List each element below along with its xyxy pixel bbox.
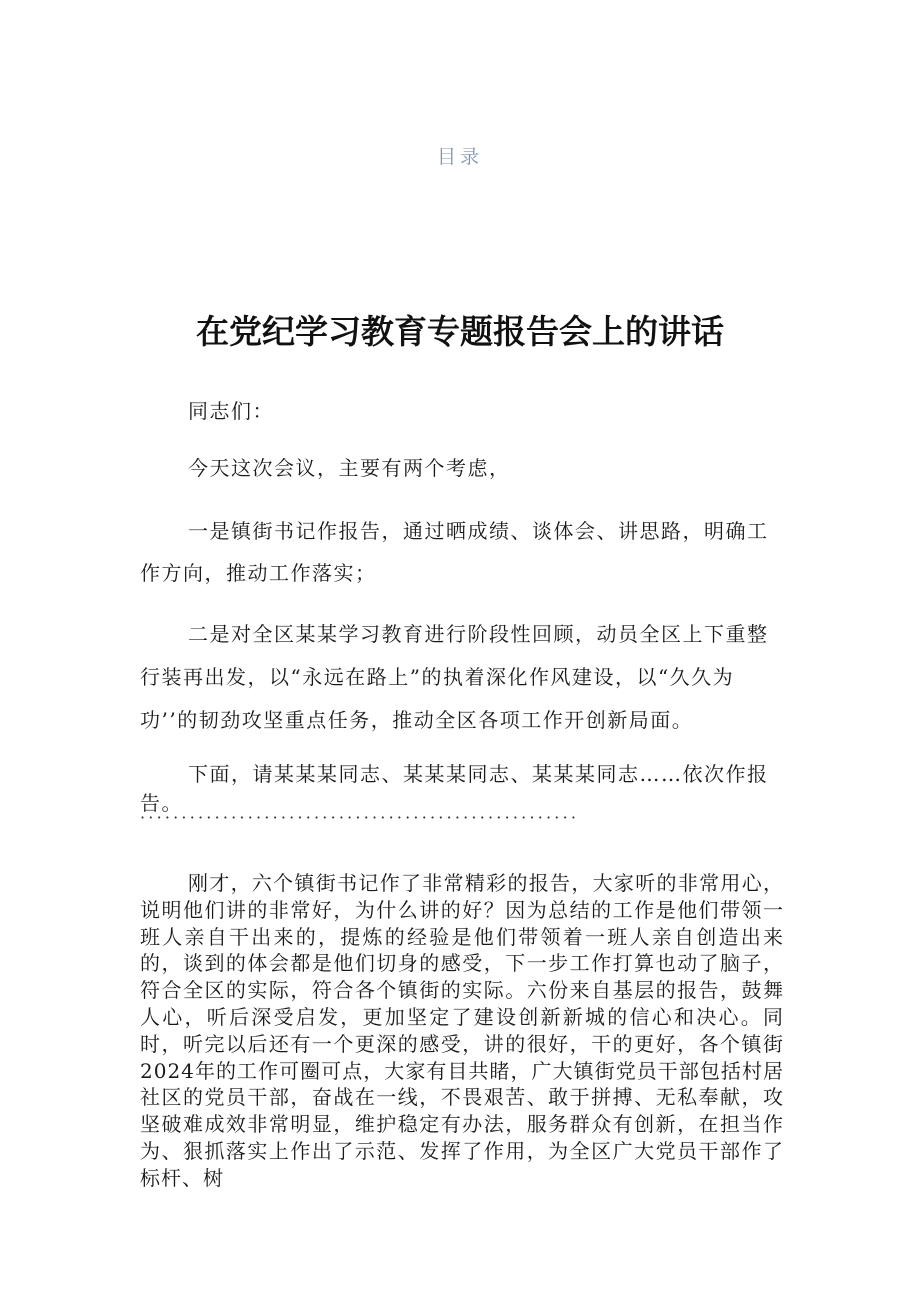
dotted-separator: ····················································· (140, 808, 580, 827)
paragraph-3: 二是对全区某某学习教育进行阶段性回顾，动员全区上下重整行装再出发，以“永远在路上”的执着深化作风建设，以“久久为功’’的韧劲攻坚重点任务，推动全区各项工作开创新局面。 (140, 622, 769, 732)
toc-link[interactable]: 目录 (436, 146, 483, 168)
paragraph-2: 一是镇街书记作报告，通过晒成绩、谈体会、讲思路，明确工作方向，推动工作落实； (140, 519, 769, 585)
paragraph-1: 今天这次会议，主要有两个考虑， (188, 456, 511, 480)
paragraph-4: 下面，请某某某同志、某某某同志、某某某同志……依次作报告。 (140, 762, 769, 815)
salutation: 同志们： (188, 399, 274, 423)
document-title: 在党纪学习教育专题报告会上的讲话 (196, 312, 724, 351)
body-paragraph: 刚才，六个镇街书记作了非常精彩的报告，大家听的非常用心，说明他们讲的非常好，为什么讲的好？因为总结的工作是他们带领一班人亲自干出来的，提炼的经验是他们带领着一班人亲自创造出来的，谈到的体会都是他们切身的感受，下一步工作打算也动了脑子，符合全区的实际，符合各个镇街的实际。六份来自基层的报告，鼓舞人心，听后深受启发，更加坚定了建设创新新城的信心和决心。同时，听完以后还有一个更深的感受，讲的很好，干的更好，各个镇街2024年的工作可圈可点，大家有目共睹，广大镇街党员干部包括村居社区的党员干部，奋战在一线，不畏艰苦、敢于拼搏、无私奉献，攻坚破难成效非常明显，维护稳定有办法，服务群众有创新，在担当作为、狠抓落实上作出了示范、发挥了作用，为全区广大党员干部作了标杆、树 (140, 871, 784, 1190)
